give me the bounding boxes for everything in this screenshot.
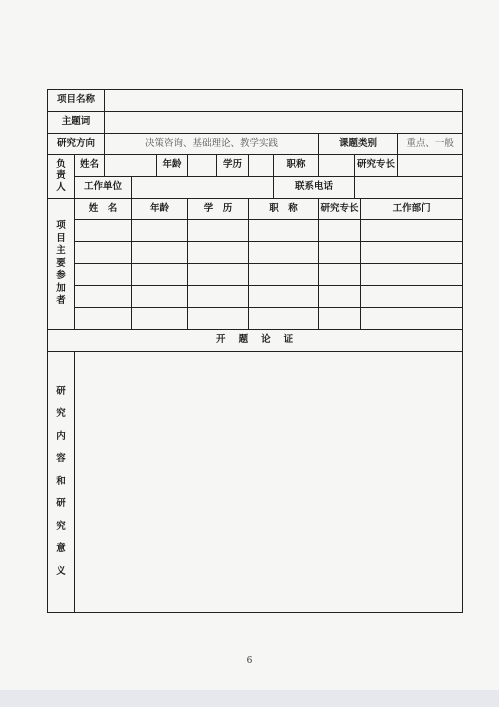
participant-name-cell[interactable] <box>75 308 132 330</box>
project-name-row <box>48 90 463 112</box>
keyword-field[interactable] <box>105 112 463 134</box>
responsible-specialty-field[interactable] <box>398 155 463 177</box>
participant-title-cell[interactable] <box>249 242 319 264</box>
participant-specialty-cell[interactable] <box>319 308 361 330</box>
participant-edu-cell[interactable] <box>188 220 249 242</box>
project-name-label: 项目名称 <box>48 90 105 112</box>
participant-row <box>48 264 463 286</box>
participant-title-cell[interactable] <box>249 220 319 242</box>
participant-age-cell[interactable] <box>132 264 188 286</box>
participant-row <box>48 308 463 330</box>
responsible-title-field[interactable] <box>319 155 355 177</box>
participants-header-row <box>48 199 463 220</box>
keyword-row <box>48 112 463 134</box>
category-label: 课题类别 <box>319 134 398 155</box>
category-value[interactable]: 重点、一般 <box>398 134 463 155</box>
research-content-row <box>48 352 463 613</box>
participant-dept-header: 工作部门 <box>361 199 463 220</box>
proposal-title-row <box>48 330 463 352</box>
page-number: 6 <box>246 656 253 666</box>
direction-label: 研究方向 <box>48 134 105 155</box>
participant-name-cell[interactable] <box>75 286 132 308</box>
responsible-specialty-label: 研究专长 <box>355 155 398 177</box>
responsible-age-field[interactable] <box>188 155 217 177</box>
participant-title-cell[interactable] <box>249 264 319 286</box>
scan-bottom-edge <box>0 690 499 707</box>
participant-age-cell[interactable] <box>132 308 188 330</box>
responsible-row-1 <box>48 155 463 177</box>
direction-value[interactable]: 决策咨询、基础理论、教学实践 <box>105 134 319 155</box>
responsible-name-label: 姓名 <box>75 155 105 177</box>
participants-side-label: 项 目 主 要 参 加 者 <box>48 199 75 330</box>
phone-label: 联系电话 <box>274 177 355 199</box>
participant-specialty-cell[interactable] <box>319 220 361 242</box>
participant-dept-cell[interactable] <box>361 264 463 286</box>
phone-field[interactable] <box>355 177 463 199</box>
participant-age-cell[interactable] <box>132 220 188 242</box>
responsible-name-field[interactable] <box>105 155 157 177</box>
responsible-row-2 <box>48 177 463 199</box>
responsible-title-label: 职称 <box>274 155 319 177</box>
participant-specialty-cell[interactable] <box>319 264 361 286</box>
participant-age-cell[interactable] <box>132 242 188 264</box>
participant-title-cell[interactable] <box>249 308 319 330</box>
participant-edu-cell[interactable] <box>188 286 249 308</box>
participant-edu-cell[interactable] <box>188 242 249 264</box>
participant-title-header: 职 称 <box>249 199 319 220</box>
participant-age-cell[interactable] <box>132 286 188 308</box>
keyword-label: 主题词 <box>48 112 105 134</box>
participant-name-cell[interactable] <box>75 264 132 286</box>
participant-dept-cell[interactable] <box>361 286 463 308</box>
responsible-edu-field[interactable] <box>249 155 274 177</box>
participant-dept-cell[interactable] <box>361 308 463 330</box>
participant-title-cell[interactable] <box>249 286 319 308</box>
participant-dept-cell[interactable] <box>361 220 463 242</box>
research-content-field[interactable] <box>75 352 463 613</box>
participant-row <box>48 242 463 264</box>
responsible-edu-label: 学历 <box>217 155 249 177</box>
work-unit-field[interactable] <box>132 177 274 199</box>
participant-row <box>48 286 463 308</box>
work-unit-label: 工作单位 <box>75 177 132 199</box>
research-content-side-label: 研 究 内 容 和 研 究 意 义 <box>48 352 75 613</box>
participant-row <box>48 220 463 242</box>
participant-edu-cell[interactable] <box>188 308 249 330</box>
participant-dept-cell[interactable] <box>361 242 463 264</box>
proposal-title: 开 题 论 证 <box>48 330 463 352</box>
responsible-age-label: 年龄 <box>157 155 188 177</box>
responsible-side-label: 负 责 人 <box>48 155 75 199</box>
participant-age-header: 年龄 <box>132 199 188 220</box>
direction-row <box>48 134 463 155</box>
participant-specialty-cell[interactable] <box>319 286 361 308</box>
participant-edu-header: 学 历 <box>188 199 249 220</box>
participant-name-cell[interactable] <box>75 242 132 264</box>
participant-specialty-cell[interactable] <box>319 242 361 264</box>
participant-edu-cell[interactable] <box>188 264 249 286</box>
participant-specialty-header: 研究专长 <box>319 199 361 220</box>
application-form-table <box>47 89 463 613</box>
project-name-field[interactable] <box>105 90 463 112</box>
participant-name-cell[interactable] <box>75 220 132 242</box>
participant-name-header: 姓 名 <box>75 199 132 220</box>
